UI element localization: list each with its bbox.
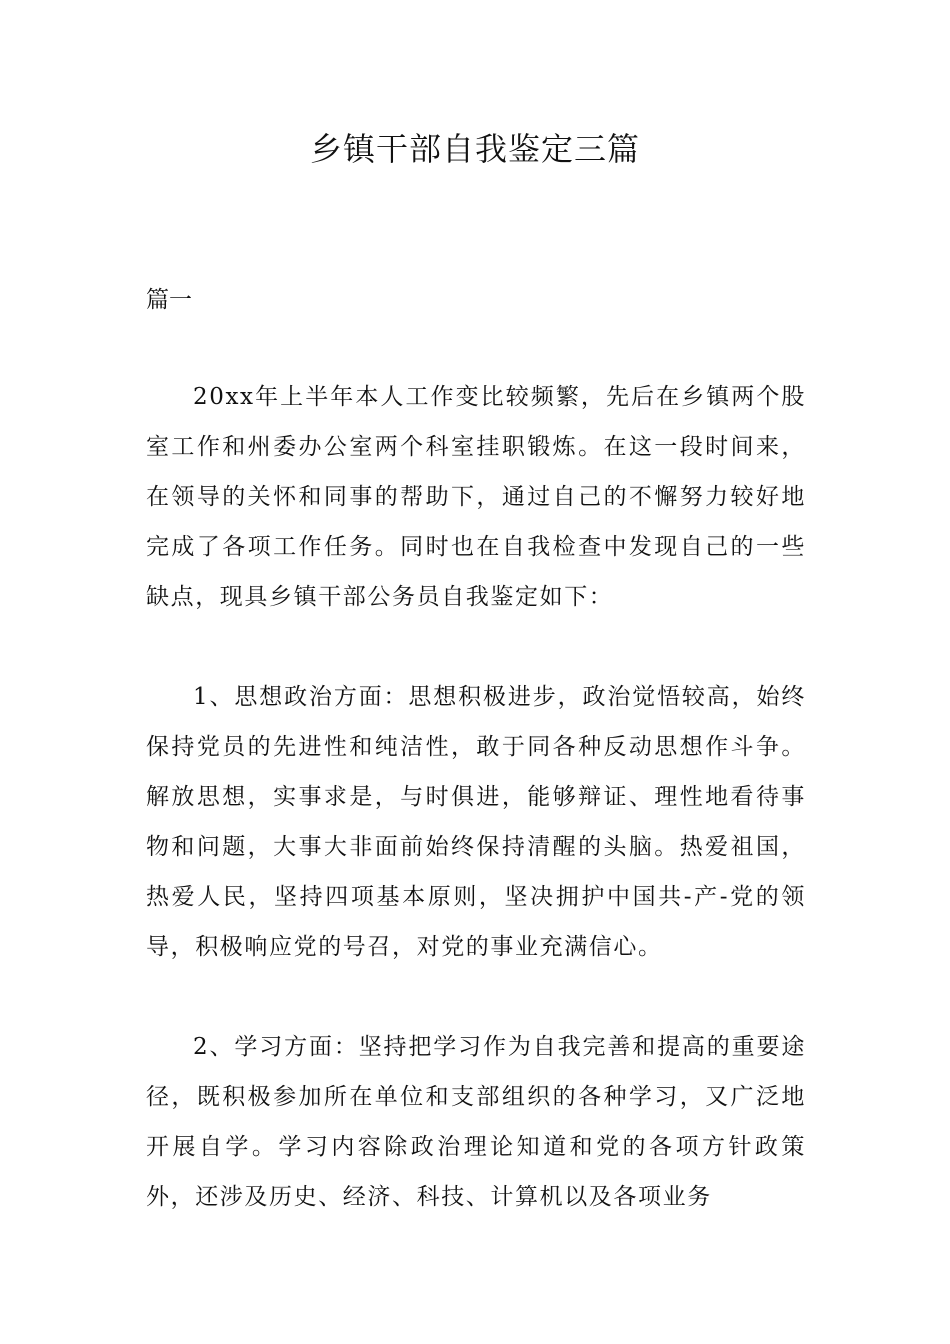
paragraph-political: 1、思想政治方面：思想积极进步，政治觉悟较高，始终保持党员的先进性和纯洁性，敢于同各种反动思想作斗争。解放思想，实事求是，与时俱进，能够辩证、理性地看待事物和问题，大事大非面前始终保持清醒的头脑。热爱祖国，热爱人民，坚持四项基本原则，坚决拥护中国共-产-党的领导，积极响应党的号召，对党的事业充满信心。 [146,684,806,960]
paragraph-study: 2、学习方面：坚持把学习作为自我完善和提高的重要途径，既积极参加所在单位和支部组织的各种学习，又广泛地开展自学。学习内容除政治理论知道和党的各项方针政策外，还涉及历史、经济、科技、计算机以及各项业务 [146,1034,806,1210]
section-heading: 篇一 [146,287,192,313]
paragraph-intro: 20xx年上半年本人工作变比较频繁，先后在乡镇两个股室工作和州委办公室两个科室挂职锻炼。在这一段时间来，在领导的关怀和同事的帮助下，通过自己的不懈努力较好地完成了各项工作任务。同时也在自我检查中发现自己的一些缺点，现具乡镇干部公务员自我鉴定如下： [146,384,806,610]
document-title: 乡镇干部自我鉴定三篇 [309,130,640,168]
